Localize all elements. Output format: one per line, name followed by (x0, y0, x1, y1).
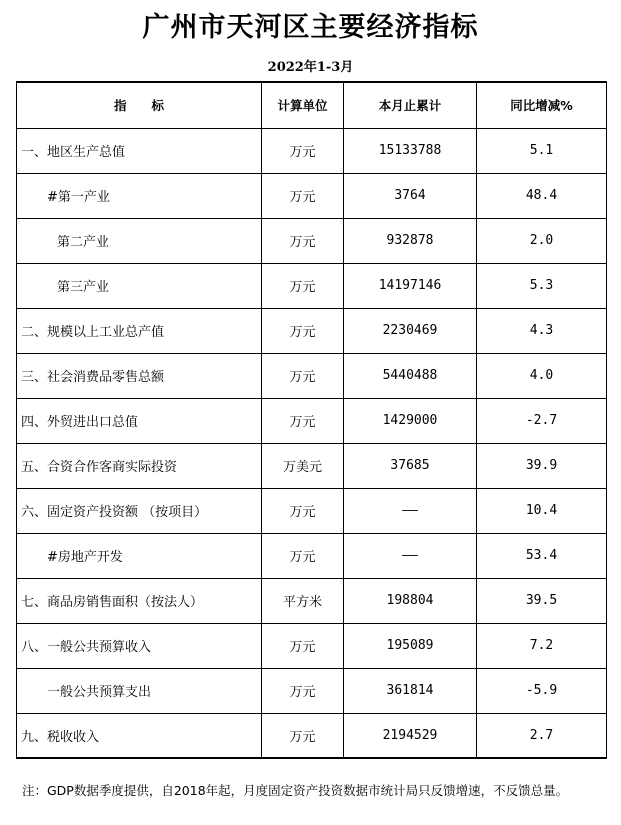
row-indicator: 第二产业 (17, 218, 262, 263)
row-unit: 万元 (262, 668, 344, 713)
row-indicator: 一、地区生产总值 (17, 128, 262, 173)
row-indicator: 第三产业 (17, 263, 262, 308)
header-unit: 计算单位 (262, 82, 344, 128)
row-indicator: 八、一般公共预算收入 (17, 623, 262, 668)
row-unit: 万元 (262, 713, 344, 758)
row-unit: 万元 (262, 218, 344, 263)
row-cumulative: —— (344, 488, 477, 533)
row-cumulative: 361814 (344, 668, 477, 713)
row-cumulative: 2194529 (344, 713, 477, 758)
table-row (17, 623, 607, 668)
row-yoy: 2.7 (477, 713, 607, 758)
row-yoy: 53.4 (477, 533, 607, 578)
row-yoy: 39.9 (477, 443, 607, 488)
row-yoy: 39.5 (477, 578, 607, 623)
row-unit: 万元 (262, 533, 344, 578)
table-row (17, 533, 607, 578)
row-yoy: 2.0 (477, 218, 607, 263)
row-unit: 万元 (262, 398, 344, 443)
row-cumulative: 5440488 (344, 353, 477, 398)
row-indicator: 二、规模以上工业总产值 (17, 308, 262, 353)
row-cumulative: 1429000 (344, 398, 477, 443)
row-unit: 万元 (262, 353, 344, 398)
row-yoy: 10.4 (477, 488, 607, 533)
row-indicator: #第一产业 (17, 173, 262, 218)
row-yoy: -5.9 (477, 668, 607, 713)
table-header-row (17, 82, 607, 128)
row-unit: 平方米 (262, 578, 344, 623)
row-cumulative: 15133788 (344, 128, 477, 173)
row-unit: 万元 (262, 488, 344, 533)
row-cumulative: 37685 (344, 443, 477, 488)
row-cumulative: 3764 (344, 173, 477, 218)
row-yoy: 4.0 (477, 353, 607, 398)
row-yoy: 48.4 (477, 173, 607, 218)
table-row (17, 308, 607, 353)
row-indicator: 四、外贸进出口总值 (17, 398, 262, 443)
row-yoy: 5.1 (477, 128, 607, 173)
row-yoy: 5.3 (477, 263, 607, 308)
report-period: 2022年1-3月 (267, 60, 354, 75)
table-row (17, 668, 607, 713)
row-yoy: 7.2 (477, 623, 607, 668)
footnote: 注：GDP数据季度提供，自2018年起，月度固定资产投资数据市统计局只反馈增速，不反馈总量。 (22, 783, 569, 798)
row-cumulative: 14197146 (344, 263, 477, 308)
page-title: 广州市天河区主要经济指标 (142, 12, 479, 43)
row-cumulative: —— (344, 533, 477, 578)
table-row (17, 443, 607, 488)
row-indicator: 三、社会消费品零售总额 (17, 353, 262, 398)
row-unit: 万元 (262, 173, 344, 218)
table-row (17, 353, 607, 398)
row-unit: 万元 (262, 308, 344, 353)
indicators-table (16, 81, 607, 759)
row-unit: 万元 (262, 128, 344, 173)
row-indicator: #房地产开发 (17, 533, 262, 578)
row-cumulative: 932878 (344, 218, 477, 263)
row-indicator: 六、固定资产投资额 （按项目） (17, 488, 262, 533)
table-row (17, 488, 607, 533)
row-indicator: 七、商品房销售面积（按法人） (17, 578, 262, 623)
table-row (17, 578, 607, 623)
table-row (17, 218, 607, 263)
header-indicator: 指 标 (17, 82, 262, 128)
header-cumulative: 本月止累计 (344, 82, 477, 128)
table-row (17, 263, 607, 308)
row-yoy: -2.7 (477, 398, 607, 443)
table-row (17, 173, 607, 218)
row-indicator: 五、合资合作客商实际投资 (17, 443, 262, 488)
row-indicator: 一般公共预算支出 (17, 668, 262, 713)
table-row (17, 398, 607, 443)
row-unit: 万元 (262, 623, 344, 668)
row-unit: 万元 (262, 263, 344, 308)
row-indicator: 九、税收收入 (17, 713, 262, 758)
row-cumulative: 195089 (344, 623, 477, 668)
header-yoy: 同比增减% (477, 82, 607, 128)
row-cumulative: 2230469 (344, 308, 477, 353)
table-row (17, 713, 607, 758)
row-yoy: 4.3 (477, 308, 607, 353)
row-unit: 万美元 (262, 443, 344, 488)
row-cumulative: 198804 (344, 578, 477, 623)
table-row (17, 128, 607, 173)
